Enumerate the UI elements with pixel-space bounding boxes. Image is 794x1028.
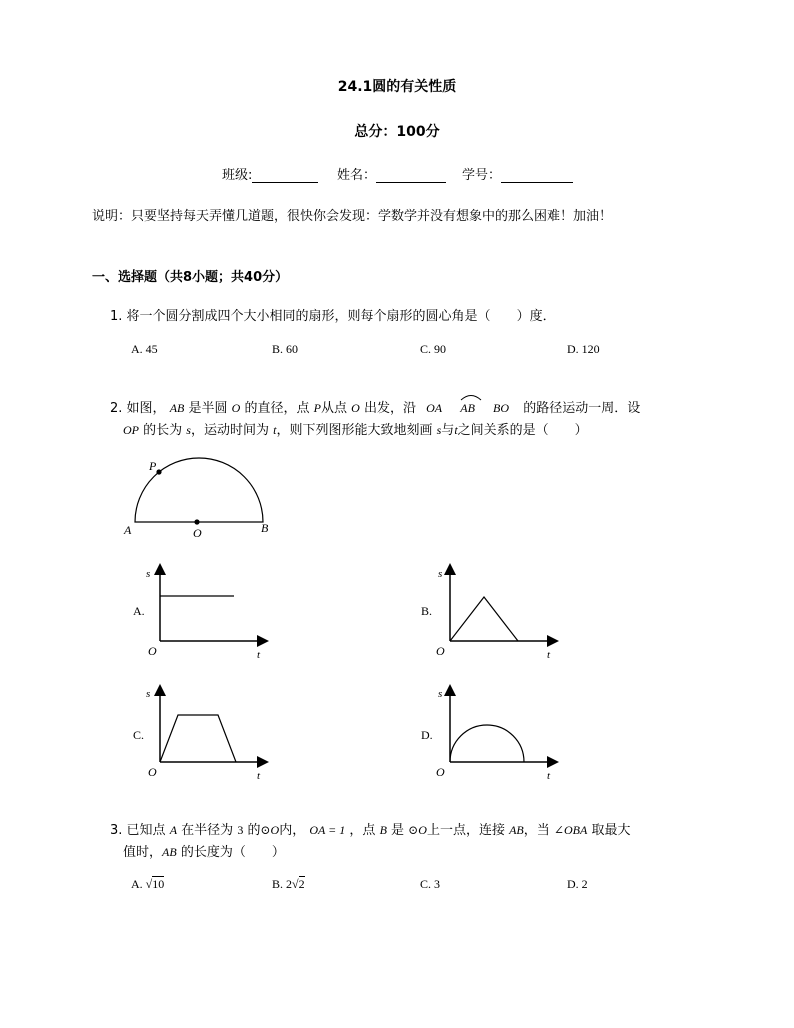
q2-text: ，则下列图形能大致地刻画 xyxy=(276,423,433,438)
name-blank[interactable] xyxy=(376,168,446,183)
origin-label: O xyxy=(148,765,157,779)
q2-math-o: O xyxy=(351,401,360,415)
axis-t-label: t xyxy=(257,649,261,660)
q3-option-b[interactable] xyxy=(272,877,305,892)
q3-text: 3. 已知点 xyxy=(110,823,166,838)
section-heading: 一、选择题（共8小题；共40分） xyxy=(92,270,289,285)
question-1 xyxy=(110,305,556,324)
name-field xyxy=(337,164,446,183)
center-point-o xyxy=(194,519,199,524)
label-b: B xyxy=(261,521,269,535)
q2-math-op: OP xyxy=(123,423,139,437)
q2-math-p: P xyxy=(313,401,321,415)
q2-math-s: s xyxy=(436,423,442,437)
axis-s-label: s xyxy=(146,688,151,700)
q2-math-s: s xyxy=(186,423,191,437)
q2-math-arc-ab xyxy=(460,401,475,415)
graph-option-c[interactable] xyxy=(128,683,278,783)
q1-option-c[interactable]: C. 90 xyxy=(420,342,447,356)
q1-option-d[interactable]: D. 120 xyxy=(567,342,600,356)
q3-option-b-radicand: 2 xyxy=(298,877,305,891)
axis-s-label: s xyxy=(438,568,443,580)
q3-option-a[interactable] xyxy=(131,877,164,892)
q3-math-oa: OA = 1 xyxy=(309,823,346,837)
point-p xyxy=(156,469,161,474)
q2-text: 从点 xyxy=(320,401,347,416)
q3-math-a: A xyxy=(169,823,178,837)
q2-math-oa: OA xyxy=(426,401,443,415)
axis-t-label: t xyxy=(257,770,261,782)
label-a: A xyxy=(124,523,132,537)
class-field xyxy=(222,164,318,183)
sqrt-symbol: √ xyxy=(145,877,153,891)
graph-c-curve xyxy=(160,715,236,762)
q3-text: 在半径为 xyxy=(181,823,234,838)
q2-text: 的长为 xyxy=(143,423,183,438)
graph-b-label: B. xyxy=(421,604,433,618)
q2-math-ab: AB xyxy=(169,401,185,415)
q2-text: ，运动时间为 xyxy=(190,423,269,438)
q3-text: 是 xyxy=(391,823,405,838)
q2-text: 2. 如图， xyxy=(110,401,166,416)
q2-math-o: O xyxy=(231,401,241,415)
name-label: 姓名： xyxy=(337,168,377,183)
q2-text: 出发，沿 xyxy=(363,401,416,416)
sqrt-symbol: √ xyxy=(292,877,299,891)
graph-d-label: D. xyxy=(421,728,433,742)
semicircle-figure xyxy=(118,455,278,545)
axis-t-label: t xyxy=(547,649,551,660)
q3-math-3: 3 xyxy=(237,823,244,837)
q3-math-ab: AB xyxy=(509,823,524,837)
q2-math-t: t xyxy=(454,423,458,437)
q3-math-ab: AB xyxy=(162,845,177,859)
student-id-field xyxy=(462,164,573,183)
graph-option-a[interactable] xyxy=(128,560,278,660)
origin-label: O xyxy=(148,644,157,658)
q3-math-b: B xyxy=(379,823,387,837)
q3-text: 的长度为 xyxy=(180,845,233,860)
q3-text: ，当 xyxy=(523,823,550,838)
question-2-line-1 xyxy=(110,397,640,416)
q2-text: 之间关系的是 xyxy=(457,423,536,438)
q3-option-a-label: A. xyxy=(131,877,143,891)
q3-option-b-label: B. 2 xyxy=(272,877,293,891)
q1-paren-open: （ xyxy=(477,309,491,324)
q2-text: 与 xyxy=(441,423,455,438)
q1-stem-end: 度． xyxy=(529,309,556,324)
q3-option-c[interactable]: C. 3 xyxy=(420,877,441,891)
q1-stem: 1. 将一个圆分割成四个大小相同的扇形，则每个扇形的圆心角是 xyxy=(110,309,478,324)
q1-paren-close: ） xyxy=(516,309,530,324)
axis-s-label: s xyxy=(146,568,151,580)
q3-text: 上一点，连接 xyxy=(426,823,505,838)
graph-b-curve xyxy=(450,597,518,641)
question-2-line-2 xyxy=(123,419,588,438)
graph-a-label: A. xyxy=(133,604,145,618)
q3-text: 内， xyxy=(279,823,306,838)
origin-label: O xyxy=(436,765,445,779)
arc-symbol xyxy=(460,393,482,401)
q2-text: 的直径，点 xyxy=(244,401,310,416)
q3-text: 值时， xyxy=(123,845,163,860)
q3-text: ，点 xyxy=(349,823,376,838)
graph-option-b[interactable] xyxy=(416,560,566,660)
axis-s-label: s xyxy=(438,688,443,700)
question-3-line-1 xyxy=(110,819,630,838)
id-label: 学号： xyxy=(462,168,502,183)
label-p: P xyxy=(149,459,157,473)
graph-option-d[interactable] xyxy=(416,683,566,783)
q3-math-angle: ∠OBA xyxy=(553,823,588,837)
q2-math-bo: BO xyxy=(493,401,510,415)
instructions-note: 说明：只要坚持每天弄懂几道题，很快你会发现：学数学并没有想象中的那么困难！加油！ xyxy=(92,209,613,224)
origin-label: O xyxy=(436,644,445,658)
q2-text: 是半圆 xyxy=(188,401,228,416)
q2-math-t: t xyxy=(273,423,277,437)
q3-math-circle-o: ⊙O xyxy=(260,823,280,837)
id-blank[interactable] xyxy=(501,168,573,183)
q1-option-a[interactable]: A. 45 xyxy=(131,342,158,356)
q3-math-circle-o: ⊙O xyxy=(408,823,427,837)
label-o: O xyxy=(193,526,202,540)
graph-c-label: C. xyxy=(133,728,145,742)
total-score: 总分：100分 xyxy=(354,124,440,140)
page-title: 24.1圆的有关性质 xyxy=(337,79,457,95)
graph-d-curve xyxy=(450,725,524,762)
q3-text: 的 xyxy=(247,823,261,838)
q3-paren: （ ） xyxy=(232,845,285,860)
q3-option-a-radicand: 10 xyxy=(152,877,165,891)
question-3-line-2 xyxy=(123,841,285,860)
class-blank[interactable] xyxy=(252,168,318,183)
q3-text: 取最大 xyxy=(591,823,631,838)
class-label: 班级: xyxy=(222,168,253,183)
q3-option-d[interactable]: D. 2 xyxy=(567,877,588,891)
axis-t-label: t xyxy=(547,770,551,782)
q1-option-b[interactable]: B. 60 xyxy=(272,342,299,356)
q2-paren: （ ） xyxy=(535,423,588,438)
q2-text: 的路径运动一周．设 xyxy=(523,401,641,416)
arc-ab-text: AB xyxy=(460,401,475,415)
